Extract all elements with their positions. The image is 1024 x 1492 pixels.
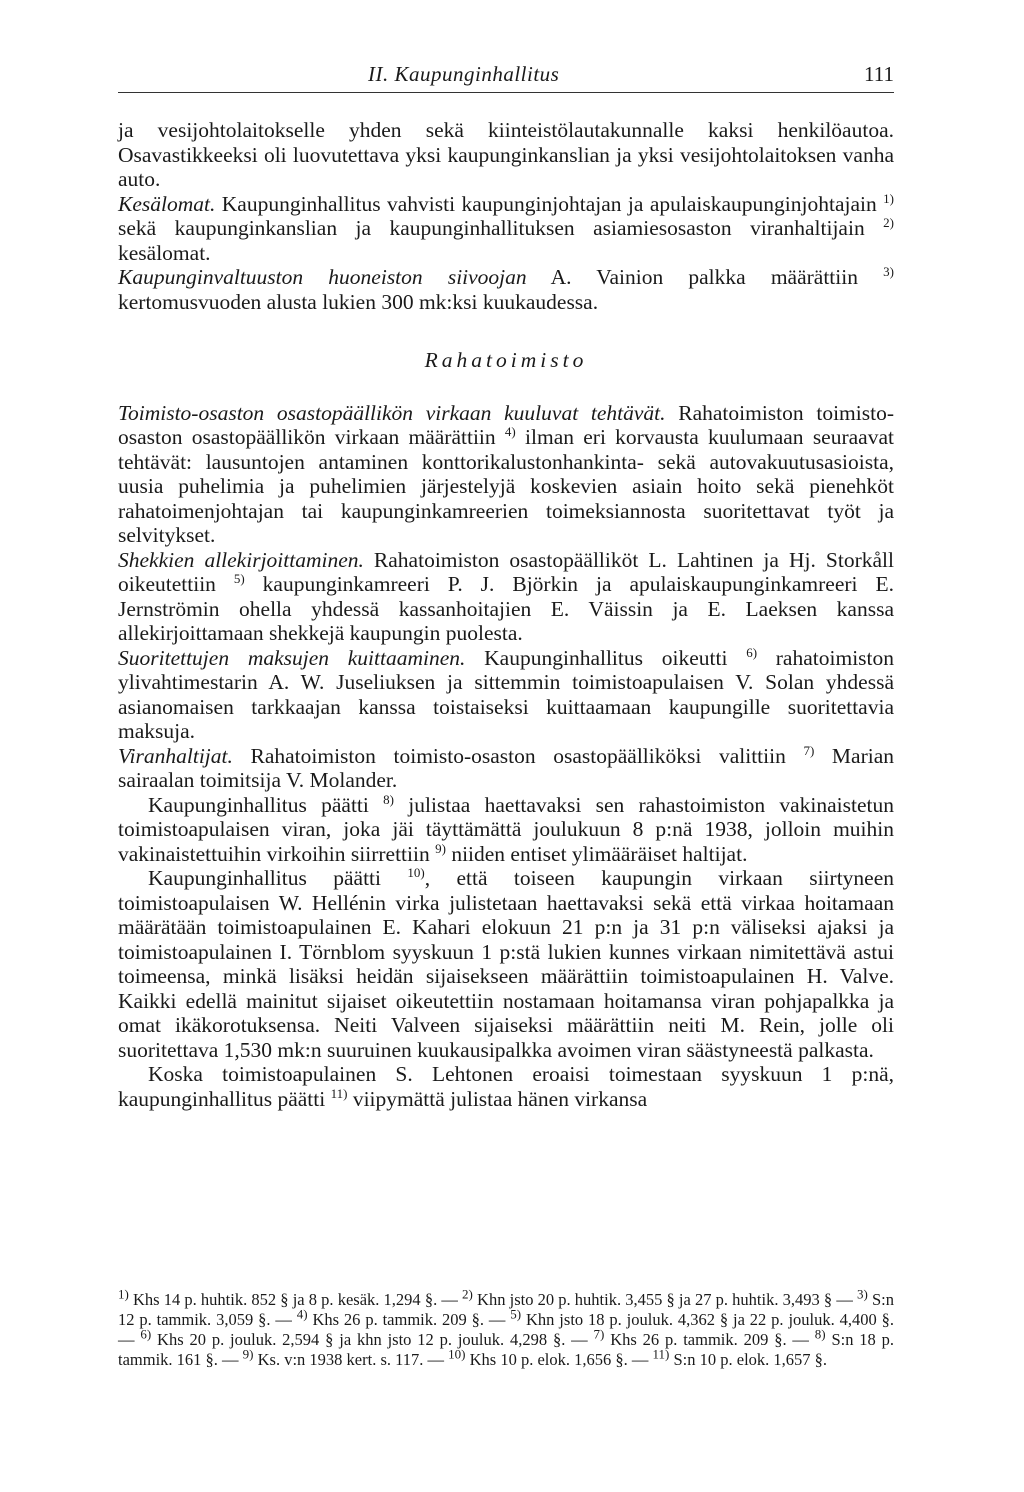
paragraph-text: kesälomat. (118, 240, 211, 265)
paragraph-text: Koska toimistoapulainen S. Lehtonen eroaisi toimestaan syyskuun 1 p:nä, kaupunginhallitus päätti (118, 1062, 894, 1111)
paragraph-text: kaupunginkamreeri P. J. Björkin ja apulaiskaupunginkamreeri E. Jernströmin ohella yhdessä kassanhoitajien E. Väissin ja E. Laeksen kanssa allekirjoittamaan shekkejä kaupungin puolesta. (118, 572, 894, 645)
footnote-text: Khs 26 p. tammik. 209 §. — (604, 1330, 815, 1349)
footnote-ref: 10) (407, 864, 425, 880)
footnote-text: Khs 10 p. elok. 1,656 §. — (465, 1350, 653, 1369)
footnote-text: Ks. v:n 1938 kert. s. 117. — (253, 1350, 449, 1369)
paragraph-heading: Shekkien allekirjoittaminen. (118, 547, 364, 572)
paragraph-text: Marian sairaalan toimitsija V. Molander. (118, 743, 894, 792)
paragraph-heading: Kaupunginvaltuuston huoneiston siivoojan (118, 265, 527, 289)
paragraph-text: Kaupunginhallitus päätti (148, 792, 384, 817)
paragraph-text: Rahatoimiston toimisto-osaston osastopäälliköksi valittiin (232, 743, 804, 768)
paragraph-text: sekä kaupunginkanslian ja kaupunginhallituksen asiamiesosaston viranhaltijain (118, 216, 884, 240)
footnote-mark: 8) (814, 1326, 826, 1342)
paragraph-text: Kaupunginhallitus päätti (148, 866, 408, 890)
paragraph-viranhaltijat (118, 744, 894, 793)
section-title: Rahatoimisto (424, 348, 588, 372)
paragraph-heading: Kesälomat. (118, 191, 216, 216)
footnote-mark: 2) (462, 1286, 473, 1302)
paragraph-text: niiden entiset ylimääräiset haltijat. (445, 841, 748, 866)
footnotes (118, 1286, 895, 1370)
paragraph-text: Kaupunginhallitus oikeutti (465, 645, 747, 670)
footnote-mark: 9) (242, 1346, 254, 1362)
paragraph-text: rahatoimiston ylivahtimestarin A. W. Juseliuksen ja sittemmin toimistoapulaisen V. Solan yhdessä asianomaisen tarkkaajan kanssa toistaiseksi kuittaamaan kaupungille suoritettavia maksuja. (118, 645, 895, 743)
paragraph-text: ilman eri korvausta kuulumaan seuraavat tehtävät: lausuntojen antaminen konttorikalustonhankinta- sekä autovakuutusasioista, uusia puhelimia ja puhelimien järjestelyjä koskevien asiain hoito sekä pienehköt rahatoimenjohtajan tai kaupunginkamreerien toimeksiannosta suoritettavat työt ja selvitykset. (118, 425, 894, 547)
footnote-ref: 3) (883, 263, 894, 279)
paragraph-text: A. Vainion palkka määrättiin (526, 265, 884, 289)
paragraph-text: Rahatoimiston osastopäälliköt L. Lahtinen ja Hj. Storkåll oikeutettiin (118, 547, 894, 596)
paragraph-text: kertomusvuoden alusta lukien 300 mk:ksi kuukaudessa. (118, 289, 599, 314)
footnote-text: Khn jsto 18 p. jouluk. 4,362 § ja 22 p. jouluk. 4,400 §. — (118, 1310, 895, 1349)
footnote-mark: 10) (448, 1346, 466, 1362)
footnote-ref: 4) (504, 423, 516, 439)
paragraph-heading: Toimisto-osaston osastopäällikön virkaan kuuluvat tehtävät. (118, 400, 666, 425)
paragraph-heading: Suoritettujen maksujen kuittaaminen. (118, 645, 466, 670)
page-number: 111 (864, 62, 894, 86)
footnote-text: Khn jsto 20 p. huhtik. 3,455 § ja 27 p. huhtik. 3,493 § — (472, 1290, 857, 1309)
paragraph-text: , että toiseen kaupungin virkaan siirtyneen toimistoapulaisen W. Hellénin virka julistetaan haettavaksi sekä että virkaa hoitamaan määrätään toimistoapulainen E. Kahari elokuun 21 p:n ja 31 p:n väliseksi ajaksi ja toimistoapulainen I. Törnblom syyskuun 1 p:stä lukien kunnes virkaan nimitettävä astui toimeensa, minkä lisäksi heidän sijaisekseen määrättiin toimistoapulainen H. Valve. Kaikki edellä mainitut sijaiset oikeutettiin nostamaan hoitamansa viran pohjapalkka ja omat ikäkorotuksensa. Neiti Valveen sijaiseksi määrättiin neiti M. Rein, jolle oli suoritettava 1,530 mk:n suuruinen kuukausipalkka avoimen viran säästyneestä palkasta. (118, 866, 894, 1062)
paragraph-text: Kaupunginhallitus vahvisti kaupunginjohtajan ja apulaiskaupunginjohtajain (215, 191, 884, 216)
body-text (118, 118, 894, 1111)
footnote-mark: 4) (296, 1306, 308, 1322)
paragraph-text: julistaa haettavaksi sen rahastoimiston vakinaistetun toimistoapulaisen viran, joka jäi täyttämättä joulukuun 8 p:nä 1938, jolloin muihin vakinaistettuihin virkoihin siirrettiin (118, 792, 894, 866)
footnote-text: Khs 26 p. tammik. 209 §. — (307, 1310, 511, 1329)
paragraph-text: ja vesijohtolaitokselle yhden sekä kiinteistölautakunnalle kaksi henkilöautoa. Osavastikkeeksi oli luovutettava yksi kaupunginkanslian ja yksi vesijohtolaitoksen vanha auto. (118, 118, 894, 191)
paragraph-kuittaaminen (118, 646, 894, 744)
paragraph-heading: Viranhaltijat. (118, 743, 233, 768)
footnote-text: Khs 20 p. jouluk. 2,594 § ja khn jsto 12 p. jouluk. 4,298 §. — (151, 1330, 594, 1349)
paragraph-1 (118, 118, 894, 192)
footnote-mark: 3) (856, 1286, 868, 1302)
paragraph-shekit (118, 548, 894, 646)
footnote-mark: 6) (140, 1326, 152, 1342)
footnote-ref: 8) (383, 791, 394, 807)
footnote-ref: 11) (330, 1085, 348, 1101)
footnote-mark: 11) (652, 1346, 670, 1362)
paragraph-9 (118, 866, 894, 1062)
paragraph-10 (118, 1062, 894, 1111)
footnote-text: Khs 14 p. huhtik. 852 § ja 8 p. kesäk. 1,294 §. — (128, 1290, 463, 1309)
footnote-mark: 7) (593, 1326, 605, 1342)
paragraph-tehtavat (118, 401, 894, 548)
footnote-text: S:n 10 p. elok. 1,657 §. (669, 1350, 828, 1369)
paragraph-siivooja (118, 265, 894, 314)
footnote-ref: 2) (883, 214, 894, 230)
footnote-ref: 6) (746, 644, 758, 660)
paragraph-text: Rahatoimiston toimisto-osaston osastopäällikön virkaan määrättiin (118, 400, 894, 449)
paragraph-text: viipymättä julistaa hänen virkansa (347, 1086, 648, 1111)
footnote-ref: 5) (233, 570, 245, 586)
footnote-ref: 7) (803, 742, 815, 758)
running-header (118, 58, 894, 93)
footnote-ref: 1) (883, 190, 894, 206)
footnote-text: S:n 12 p. tammik. 3,059 §. — (118, 1290, 894, 1329)
paragraph-kesalomat (118, 192, 894, 266)
chapter-title: II. Kaupunginhallitus (368, 62, 560, 86)
footnote-text: S:n 18 p. tammik. 161 §. — (118, 1330, 895, 1369)
footnote-ref: 9) (435, 840, 446, 856)
paragraph-8 (118, 793, 894, 867)
footnote-mark: 5) (510, 1306, 522, 1322)
footnote-mark: 1) (118, 1286, 129, 1302)
